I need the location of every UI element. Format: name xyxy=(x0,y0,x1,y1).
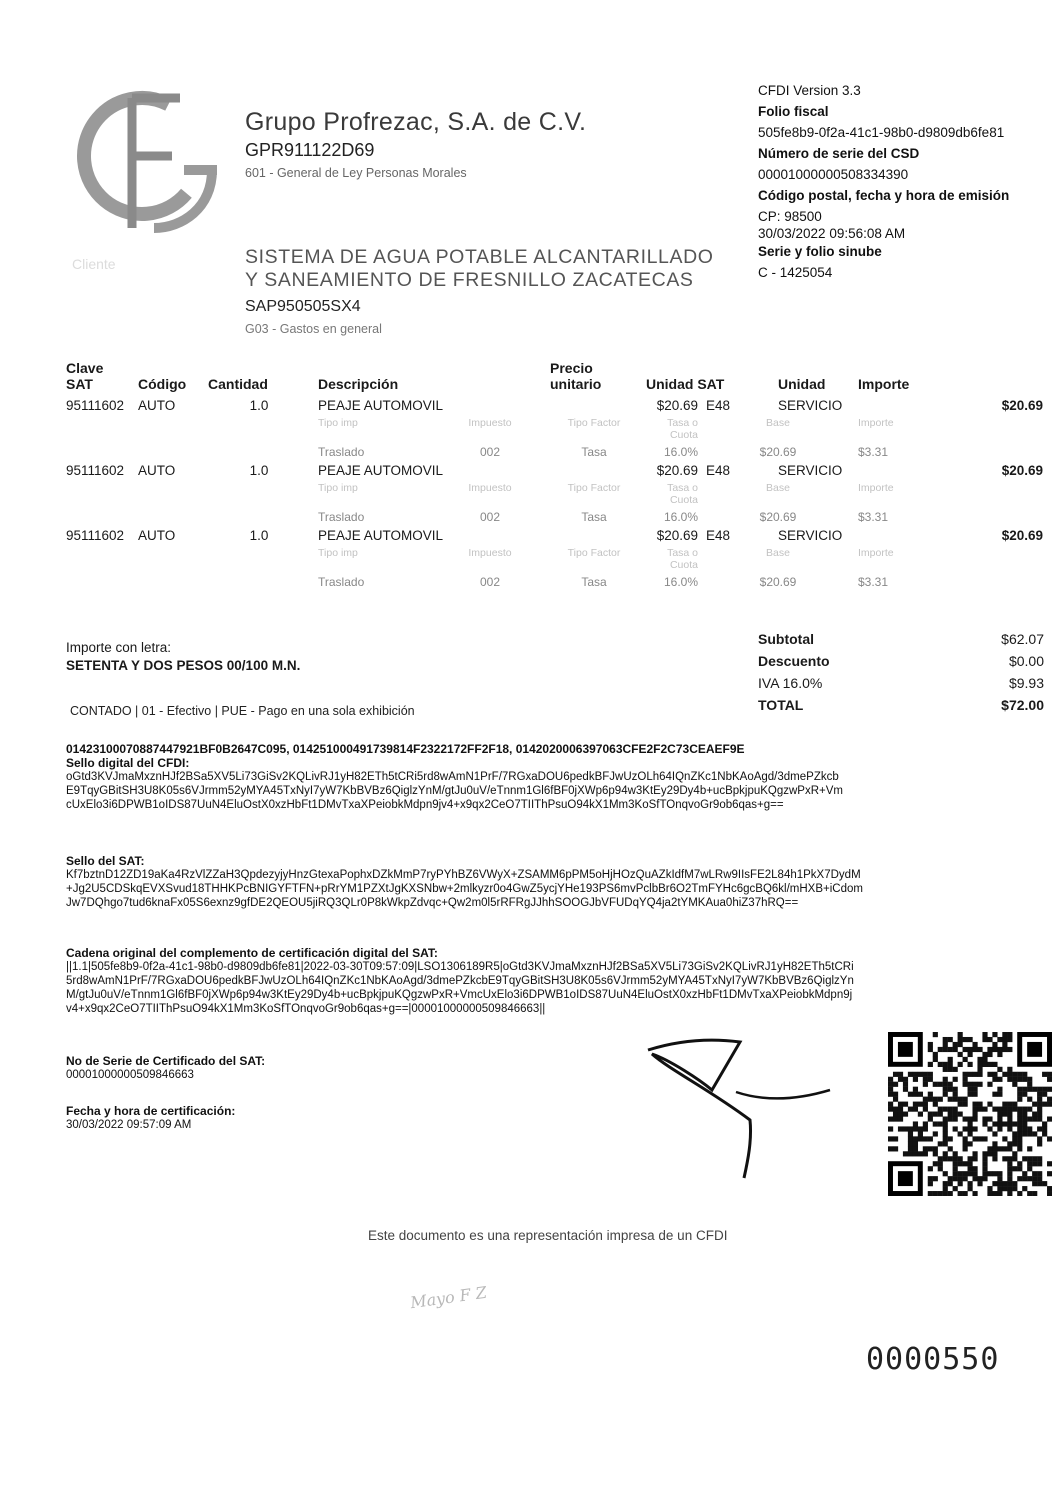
iva-value: $9.93 xyxy=(1008,675,1044,691)
cert-serial: 00001000000509846663 xyxy=(66,1069,194,1081)
iva-label: IVA 16.0% xyxy=(758,675,823,691)
client-name-line2: Y SANEAMIENTO DE FRESNILLO ZACATECAS xyxy=(245,269,694,291)
tax-col-tipo: Tipo imp xyxy=(318,417,358,429)
tax-importe: $3.31 xyxy=(858,445,889,459)
client-cfdi-use: G03 - Gastos en general xyxy=(245,322,382,336)
discount-value: $0.00 xyxy=(1008,653,1044,669)
tax-col-base: Base xyxy=(766,547,790,559)
item-unidad-sat: E48 xyxy=(706,398,731,413)
col-precio-unitario: Precio unitario xyxy=(550,360,602,392)
sello-cfdi-label: Sello digital del CFDI: xyxy=(66,756,190,770)
item-unidad: SERVICIO xyxy=(778,528,843,543)
issuer-rfc: GPR911122D69 xyxy=(245,140,375,160)
cert-serial-label: No de Serie de Certificado del SAT: xyxy=(66,1054,266,1068)
total-label: TOTAL xyxy=(758,697,804,713)
sello-sat: Kf7bztnD12ZD19aKa4RzVlZZaH3QpdezyjyHnzGtexaPophxDZkMmP7ryPYhBZ6VWyX+ZSAMM6pPM5oHjHOzQuAZkIdfM7wLRw9IIsFE2L84h1PkX7DydM+Jg2U5CDSkqEVXSvud18THHKPcBNIGYFTFN+pRrYM1PZXtJgKXSNbw+2mlkyzr0o4GwZ5ycjYHe193PS6mvPclbBr6O2TmFYHc6gcBQ6kl/mHXB+iCdomJw7DQhgo7tud6knaFx05S6exnz9gfDE2QEOU5jiRQ3QLr0P8kWkpZdvqc+Qw2m0l5rRFRgJJhhSOOGJbVFUDqYQ4ja2tYMKAua0hiZ37hRQ== xyxy=(66,869,863,909)
item-row xyxy=(62,396,1047,415)
tax-col-tipo: Tipo imp xyxy=(318,482,358,494)
col-descripcion: Descripción xyxy=(318,376,399,392)
series-value: C - 1425054 xyxy=(758,265,833,280)
subtotal-label: Subtotal xyxy=(758,631,814,647)
discount-label: Descuento xyxy=(758,653,830,669)
client-rfc: SAP950505SX4 xyxy=(245,298,361,315)
company-logo xyxy=(72,78,222,238)
tax-impuesto: 002 xyxy=(479,445,501,459)
series-label: Serie y folio sinube xyxy=(758,244,882,259)
tax-tipo: Traslado xyxy=(318,510,365,524)
issue-datetime: 30/03/2022 09:56:08 AM xyxy=(758,226,906,241)
tax-header-row xyxy=(62,480,1047,508)
cadena-label: Cadena original del complemento de certificación digital del SAT: xyxy=(66,946,438,960)
subtotal-row xyxy=(758,628,1048,650)
cfdi-info xyxy=(758,80,1048,283)
folio-fiscal: 505fe8b9-0f2a-41c1-98b0-d9809db6fe81 xyxy=(758,125,1005,140)
sello-cfdi: oGtd3KVJmaMxznHJf2BSa5XV5Li73GiSv2KQLivRJ1yH82ETh5tCRi5rd8wAmN1PrF/7RGxaDOU6pedkBFJwUzOLh64IQnZKc1NbKAoAgd/3dmePZkcbE9TqyGBitSH3U8K05s6VJrmm52yMYA45TxNyI7yW7KbBVBz6QiglzYnM/gtJu0uV/eTnnm1Gl6fBF0jXWp6p94w3KtEy29Dy4b+ucBpkjpuKQgzwPxR+VmcUxElo3i6DPWB1oIDS87UuN4EluOstX0xzHbFt1DMvTxaXPeiobkMdpn9jv4+x9qx2CeO7TIIThPsuO94kX1Mm3KoSfTOnqvoGr9ob6qas+g== xyxy=(66,771,844,811)
client-name xyxy=(245,246,765,292)
col-codigo: Código xyxy=(138,376,187,392)
tax-col-importe: Importe xyxy=(858,482,894,494)
tax-col-tasa: Tasa o Cuota xyxy=(667,547,698,571)
tax-header-row xyxy=(62,415,1047,443)
amount-in-words: SETENTA Y DOS PESOS 00/100 M.N. xyxy=(66,658,301,673)
payment-terms: CONTADO | 01 - Efectivo | PUE - Pago en una sola exhibición xyxy=(70,704,415,718)
issue-label: Código postal, fecha y hora de emisión xyxy=(758,188,1010,203)
seal-cfdi-block xyxy=(66,742,846,812)
tax-factor: Tasa xyxy=(581,575,607,589)
tax-impuesto: 002 xyxy=(479,575,501,589)
col-cantidad: Cantidad xyxy=(208,376,268,392)
seal-sat-block xyxy=(66,854,866,910)
tax-tasa: 16.0% xyxy=(663,575,698,589)
col-unidad-sat: Unidad SAT xyxy=(646,376,725,392)
tax-tasa: 16.0% xyxy=(663,445,698,459)
tax-col-base: Base xyxy=(766,482,790,494)
sello-sat-label: Sello del SAT: xyxy=(66,854,145,868)
item-clave: 95111602 xyxy=(66,463,125,478)
item-descripcion: PEAJE AUTOMOVIL xyxy=(318,528,444,543)
item-precio: $20.69 xyxy=(656,463,698,478)
items-header xyxy=(62,360,1047,396)
totals xyxy=(758,628,1048,716)
tax-factor: Tasa xyxy=(581,445,607,459)
item-codigo: AUTO xyxy=(138,463,176,478)
client-name-line1: SISTEMA DE AGUA POTABLE ALCANTARILLADO xyxy=(245,246,714,268)
tax-col-tasa: Tasa o Cuota xyxy=(667,482,698,506)
tax-importe: $3.31 xyxy=(858,510,889,524)
client-label: Cliente xyxy=(72,256,116,272)
handwritten-signature xyxy=(640,1030,850,1180)
subtotal-value: $62.07 xyxy=(1001,631,1044,647)
item-codigo: AUTO xyxy=(138,398,176,413)
stamp-number: 0000550 xyxy=(866,1342,1000,1377)
tax-col-impuesto: Impuesto xyxy=(468,417,512,429)
tax-impuesto: 002 xyxy=(479,510,501,524)
item-unidad: SERVICIO xyxy=(778,463,843,478)
tax-base: $20.69 xyxy=(759,510,797,524)
item-precio: $20.69 xyxy=(656,398,698,413)
item-unidad-sat: E48 xyxy=(706,463,731,478)
tax-col-impuesto: Impuesto xyxy=(468,482,512,494)
item-importe: $20.69 xyxy=(1001,398,1043,413)
tax-header-row xyxy=(62,545,1047,573)
tax-col-base: Base xyxy=(766,417,790,429)
qr-code xyxy=(888,1032,1052,1196)
items-table xyxy=(62,360,1047,591)
item-unidad: SERVICIO xyxy=(778,398,843,413)
item-row xyxy=(62,461,1047,480)
item-importe: $20.69 xyxy=(1001,463,1043,478)
csd-serial-label: Número de serie del CSD xyxy=(758,146,920,161)
item-cantidad: 1.0 xyxy=(249,463,269,478)
tax-row xyxy=(62,573,1047,591)
tax-col-impuesto: Impuesto xyxy=(468,547,512,559)
item-cantidad: 1.0 xyxy=(249,398,269,413)
tax-importe: $3.31 xyxy=(858,575,889,589)
item-importe: $20.69 xyxy=(1001,528,1043,543)
cert-date-block xyxy=(66,1104,366,1132)
postal-code: CP: 98500 xyxy=(758,209,822,224)
item-descripcion: PEAJE AUTOMOVIL xyxy=(318,463,444,478)
folio-fiscal-label: Folio fiscal xyxy=(758,104,829,119)
csd-serial: 00001000000508334390 xyxy=(758,167,909,182)
cert-serial-block xyxy=(66,1054,366,1082)
col-clave-sat: Clave SAT xyxy=(66,360,104,392)
item-codigo: AUTO xyxy=(138,528,176,543)
cert-date-label: Fecha y hora de certificación: xyxy=(66,1104,236,1118)
related-uuids: 01423100070887447921BF0B2647C095, 014251000491739814F2322172FF2F18, 0142020006397063CFE2F2C73CEAEF9E xyxy=(66,742,745,756)
total-row xyxy=(758,694,1048,716)
cadena-block xyxy=(66,946,856,1016)
tax-col-tipo: Tipo imp xyxy=(318,547,358,559)
cadena-original: ||1.1|505fe8b9-0f2a-41c1-98b0-d9809db6fe81|2022-03-30T09:57:09|LSO1306189R5|oGtd3KVJmaMxznHJf2BSa5XV5Li73GiSv2KQLivRJ1yH82ETh5tCRi5rd8wAmN1PrF/7RGxaDOU6pedkBFJwUzOLh64IQnZKc1NbKAoAgd/3dmePZkcbE9TqyGBitSH3U8K05s6VJrmm52yMYA45TxNyI7yW7KbBVBz6QiglzYnM/gtJu0uV/eTnnm1Gl6fBF0jXWp6p94w3KtEy29Dy4b+ucBpkjpuKQgzwPxR+VmcUxElo3i6DPWB1oIDS87UuN4EluOstX0xzHbFt1DMvTxaXPeiobkMdpn9jv4+x9qx2CeO7TIIThPsuO94kX1Mm3KoSfTOnqvoGr9ob6qas+g==|00001000000509846663|| xyxy=(66,961,854,1015)
tax-row xyxy=(62,508,1047,526)
total-value: $72.00 xyxy=(1001,697,1044,713)
item-descripcion: PEAJE AUTOMOVIL xyxy=(318,398,444,413)
discount-row xyxy=(758,650,1048,672)
footer-note: Este documento es una representación impresa de un CFDI xyxy=(368,1228,728,1243)
amount-in-words-label: Importe con letra: xyxy=(66,640,172,655)
tax-col-importe: Importe xyxy=(858,417,894,429)
cfdi-version: CFDI Version 3.3 xyxy=(758,83,861,98)
item-clave: 95111602 xyxy=(66,528,125,543)
tax-tasa: 16.0% xyxy=(663,510,698,524)
item-clave: 95111602 xyxy=(66,398,125,413)
tax-col-factor: Tipo Factor xyxy=(567,482,621,494)
tax-col-importe: Importe xyxy=(858,547,894,559)
item-cantidad: 1.0 xyxy=(249,528,269,543)
tax-factor: Tasa xyxy=(581,510,607,524)
item-row xyxy=(62,526,1047,545)
issuer-regime: 601 - General de Ley Personas Morales xyxy=(245,166,467,180)
tax-row xyxy=(62,443,1047,461)
tax-base: $20.69 xyxy=(759,445,797,459)
handwritten-note: Mayo F Z xyxy=(409,1282,488,1313)
cert-date: 30/03/2022 09:57:09 AM xyxy=(66,1119,192,1131)
col-unidad: Unidad xyxy=(778,376,826,392)
item-unidad-sat: E48 xyxy=(706,528,731,543)
tax-tipo: Traslado xyxy=(318,445,365,459)
tax-col-factor: Tipo Factor xyxy=(567,417,621,429)
iva-row xyxy=(758,672,1048,694)
tax-base: $20.69 xyxy=(759,575,797,589)
issuer-name: Grupo Profrezac, S.A. de C.V. xyxy=(245,108,587,136)
tax-tipo: Traslado xyxy=(318,575,365,589)
col-importe: Importe xyxy=(858,376,910,392)
tax-col-tasa: Tasa o Cuota xyxy=(667,417,698,441)
item-precio: $20.69 xyxy=(656,528,698,543)
tax-col-factor: Tipo Factor xyxy=(567,547,621,559)
